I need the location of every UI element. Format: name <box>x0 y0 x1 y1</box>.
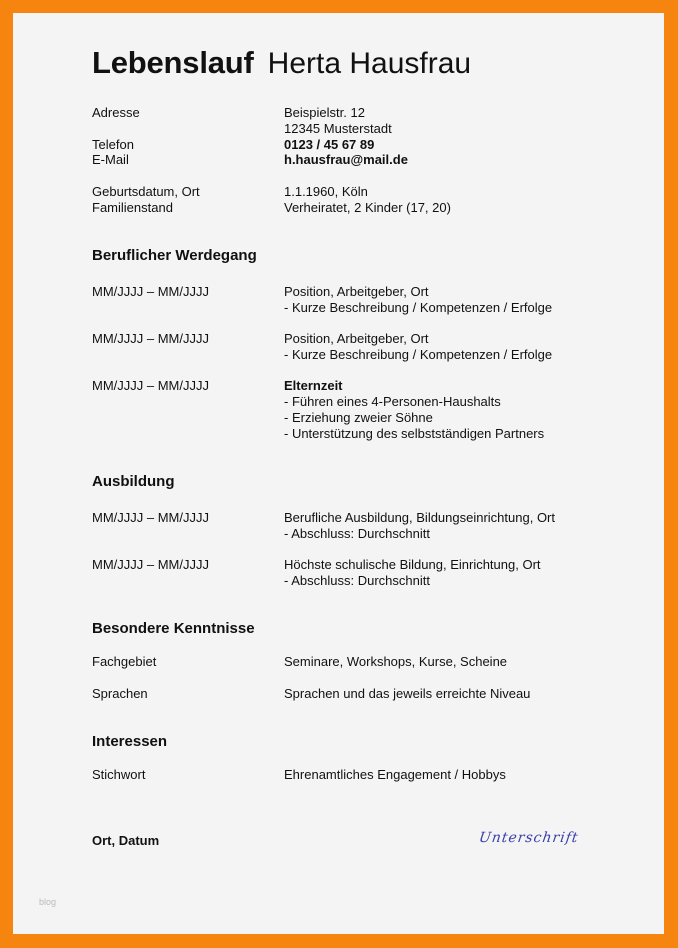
education-title: Berufliche Ausbildung, Bildungseinrichtung, Ort <box>284 510 555 525</box>
email-value: h.hausfrau@mail.de <box>284 152 408 167</box>
education-detail: - Abschluss: Durchschnitt <box>284 573 430 588</box>
career-detail: - Unterstützung des selbstständigen Partners <box>284 426 545 441</box>
address-line2: 12345 Musterstadt <box>284 121 392 136</box>
education-title: Höchste schulische Bildung, Einrichtung, Ort <box>284 557 541 572</box>
birth-label: Geburtsdatum, Ort <box>92 184 200 199</box>
career-period: MM/JJJJ – MM/JJJJ <box>92 284 209 299</box>
career-detail: - Führen eines 4-Personen-Haushalts <box>284 394 501 409</box>
resume-page <box>13 13 664 934</box>
section-heading-education: Ausbildung <box>92 473 175 490</box>
signature: Unterschrift <box>477 830 580 846</box>
family-value: Verheiratet, 2 Kinder (17, 20) <box>284 200 451 215</box>
address-line1: Beispielstr. 12 <box>284 105 365 120</box>
education-period: MM/JJJJ – MM/JJJJ <box>92 510 209 525</box>
watermark: blog <box>39 897 57 907</box>
family-label: Familienstand <box>92 200 173 215</box>
skills-field-value: Seminare, Workshops, Kurse, Scheine <box>284 654 508 669</box>
career-period: MM/JJJJ – MM/JJJJ <box>92 331 209 346</box>
title-name: Herta Hausfrau <box>267 47 472 80</box>
skills-lang-value: Sprachen und das jeweils erreichte Niveau <box>284 686 531 701</box>
page-title <box>92 45 471 81</box>
skills-lang-label: Sprachen <box>92 686 148 701</box>
phone-value: 0123 / 45 67 89 <box>284 137 375 152</box>
career-detail: - Erziehung zweier Söhne <box>284 410 433 425</box>
address-label: Adresse <box>92 105 140 120</box>
section-heading-career: Beruflicher Werdegang <box>92 247 257 264</box>
section-heading-interests: Interessen <box>92 733 168 750</box>
email-label: E-Mail <box>92 152 129 167</box>
career-period: MM/JJJJ – MM/JJJJ <box>92 378 209 393</box>
interests-value: Ehrenamtliches Engagement / Hobbys <box>284 767 506 782</box>
phone-label: Telefon <box>92 137 134 152</box>
education-period: MM/JJJJ – MM/JJJJ <box>92 557 209 572</box>
birth-value: 1.1.1960, Köln <box>284 184 368 199</box>
place-date: Ort, Datum <box>92 833 160 848</box>
career-detail: - Kurze Beschreibung / Kompetenzen / Erfolge <box>284 300 553 315</box>
career-title: Position, Arbeitgeber, Ort <box>284 284 429 299</box>
career-title: Elternzeit <box>284 378 343 393</box>
skills-field-label: Fachgebiet <box>92 654 157 669</box>
career-detail: - Kurze Beschreibung / Kompetenzen / Erfolge <box>284 347 553 362</box>
career-title: Position, Arbeitgeber, Ort <box>284 331 429 346</box>
interests-label: Stichwort <box>92 767 146 782</box>
title-main: Lebenslauf <box>92 45 254 80</box>
education-detail: - Abschluss: Durchschnitt <box>284 526 430 541</box>
section-heading-skills: Besondere Kenntnisse <box>92 620 255 637</box>
